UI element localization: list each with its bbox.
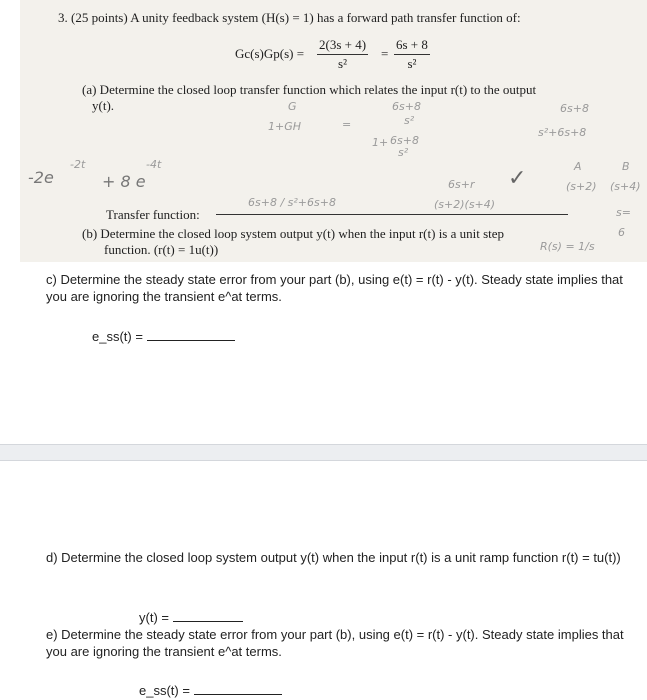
gc-gp-lhs: Gc(s)Gp(s) = <box>235 46 305 61</box>
pencil-note-eq: = <box>342 118 352 131</box>
scanned-problem-image <box>20 0 647 262</box>
part-e-question: e) Determine the steady state error from your part (b), using e(t) = r(t) - y(t). Steady state implies that you are ignoring the transient e^at terms. <box>46 627 624 659</box>
part-e-answer <box>139 682 282 699</box>
pencil-note-6s8a: 6s+8 <box>392 100 421 113</box>
part-e-answer-label: e_ss(t) = <box>139 683 190 698</box>
part-c-answer <box>92 328 235 345</box>
equals-sign: = <box>381 46 389 61</box>
section-separator <box>0 444 647 461</box>
part-d-question: d) Determine the closed loop system output y(t) when the input r(t) is a unit ramp function r(t) = tu(t)) <box>46 550 621 565</box>
pencil-note-exp2t: -2t <box>70 158 86 171</box>
fraction-1 <box>317 37 368 72</box>
transfer-function-label: Transfer function: <box>106 207 200 222</box>
pencil-note-tf-answer: 6s+8 / s²+6s+8 <box>248 196 336 209</box>
pencil-note-s-eq: s= <box>616 206 631 219</box>
fraction-2-numerator: 6s + 8 <box>394 37 430 55</box>
fraction-1-denominator: s² <box>338 56 348 71</box>
part-b-line-2: function. (r(t) = 1u(t)) <box>104 242 219 257</box>
pencil-note-a: A <box>574 160 582 173</box>
transfer-function-answer-line <box>216 214 568 215</box>
pencil-note-6s8c: 6s+8 <box>390 134 419 147</box>
pencil-note-6sr: 6s+r <box>448 178 475 191</box>
pencil-note-s2b: s² <box>398 146 409 159</box>
part-c-question: c) Determine the steady state error from your part (b), using e(t) = r(t) - y(t). Steady state implies that you are ignoring the transient e^at terms. <box>46 272 623 304</box>
fraction-2 <box>394 37 430 72</box>
part-d-answer <box>139 609 243 626</box>
fraction-2-denominator: s² <box>407 56 417 71</box>
part-a-line-1: (a) Determine the closed loop transfer function which relates the input r(t) to the output <box>82 82 537 97</box>
check-mark-icon: ✓ <box>508 166 527 191</box>
pencil-note-rs: R(s) = 1/s <box>540 240 595 253</box>
pencil-note-exp4t: -4t <box>146 158 162 171</box>
pencil-note-6s8b: 6s+8 <box>560 102 589 115</box>
pencil-note-6: 6 <box>618 226 625 239</box>
part-c-answer-blank[interactable] <box>147 329 235 341</box>
part-a-line-2: y(t). <box>92 98 115 113</box>
pencil-note-s26s8: s²+6s+8 <box>538 126 587 139</box>
pencil-note-s2: (s+2) <box>566 180 597 193</box>
part-b-line-1: (b) Determine the closed loop system output y(t) when the input r(t) is a unit step <box>82 226 505 241</box>
pencil-note-1plus: 1+ <box>372 136 389 149</box>
pencil-note-8e: + 8 e <box>102 172 146 191</box>
part-c-answer-label: e_ss(t) = <box>92 329 143 344</box>
pencil-note-g: G <box>288 100 297 113</box>
part-e-answer-blank[interactable] <box>194 683 282 695</box>
pencil-note-neg2e: -2e <box>28 168 54 187</box>
part-d-answer-label: y(t) = <box>139 610 169 625</box>
pencil-note-s4: (s+4) <box>610 180 641 193</box>
fraction-1-numerator: 2(3s + 4) <box>317 37 368 55</box>
pencil-note-factored: (s+2)(s+4) <box>434 198 496 211</box>
pencil-note-s2a: s² <box>404 114 415 127</box>
part-d-answer-blank[interactable] <box>173 610 243 622</box>
pencil-note-b: B <box>622 160 630 173</box>
problem-header: 3. (25 points) A unity feedback system (H(s) = 1) has a forward path transfer function of: <box>58 10 521 25</box>
pencil-note-1gh: 1+GH <box>268 120 302 133</box>
